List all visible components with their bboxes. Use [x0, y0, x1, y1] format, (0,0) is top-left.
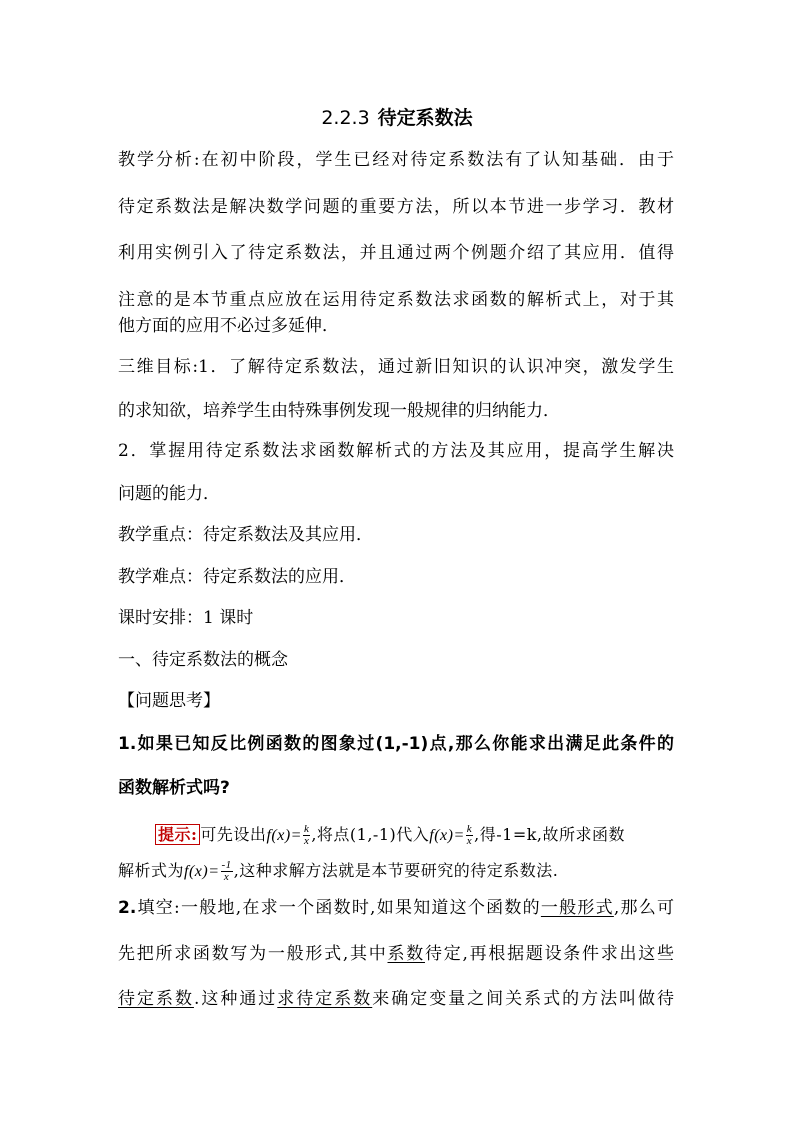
- fraction: $\frac{-1}{x}$: [221, 859, 232, 883]
- teaching-focus: 教学重点：待定系数法及其应用．: [118, 525, 373, 545]
- paragraph-line: 问题的能力．: [118, 484, 220, 504]
- section-title-text: 待定系数法: [377, 107, 473, 129]
- paragraph-line: 三维目标:1．了解待定系数法，通过新旧知识的认识冲突，激发学生: [118, 357, 674, 377]
- fraction: $\frac{k}{x}$: [466, 823, 473, 847]
- paragraph-line: 利用实例引入了待定系数法，并且通过两个例题介绍了其应用．值得: [118, 243, 674, 263]
- section-title: [0, 104, 794, 132]
- teaching-difficulty: 教学难点：待定系数法的应用．: [118, 567, 356, 587]
- question-2-line: 先把所求函数写为一般形式,其中系数待定,再根据题设条件求出这些: [118, 944, 675, 964]
- paragraph-line: 的求知欲，培养学生由特殊事例发现一般规律的归纳能力．: [118, 401, 560, 421]
- question-2-line: 待定系数.这种通过求待定系数来确定变量之间关系式的方法叫做待: [118, 989, 675, 1009]
- question-heading: 【问题思考】: [118, 691, 220, 711]
- hint-line: 解析式为f(x)= $\frac{-1}{x}$ ,这种求解方法就是本节要研究的待定系数法.: [118, 859, 559, 883]
- hint-label: 提示:: [155, 824, 200, 845]
- fraction: $\frac{k}{x}$: [303, 823, 310, 847]
- paragraph-line: 注意的是本节重点应放在运用待定系数法求函数的解析式上，对于其: [118, 290, 674, 310]
- hint-line: 提示: 可先设出f(x)= $\frac{k}{x}$ ,将点(1,-1)代入f(x)= $\frac{k}{x}$ ,得-1=k,故所求函数: [155, 822, 625, 849]
- question-1-line: 1.如果已知反比例函数的图象过(1,-1)点,那么你能求出满足此条件的: [118, 734, 674, 754]
- question-1-line: 函数解析式吗?: [118, 778, 230, 798]
- section-heading: 一、待定系数法的概念: [118, 650, 288, 670]
- paragraph-line: 他方面的应用不必过多延伸．: [118, 316, 339, 336]
- paragraph-line: 教学分析:在初中阶段，学生已经对待定系数法有了认知基础．由于: [118, 150, 674, 170]
- paragraph-line: 待定系数法是解决数学问题的重要方法，所以本节进一步学习．教材: [118, 197, 674, 217]
- section-number: 2.2.3: [321, 107, 370, 129]
- class-schedule: 课时安排：1 课时: [118, 608, 254, 628]
- paragraph-line: 2．掌握用待定系数法求函数解析式的方法及其应用，提高学生解决: [118, 441, 674, 461]
- question-2-line: 2.填空:一般地,在求一个函数时,如果知道这个函数的一般形式,那么可: [118, 898, 674, 918]
